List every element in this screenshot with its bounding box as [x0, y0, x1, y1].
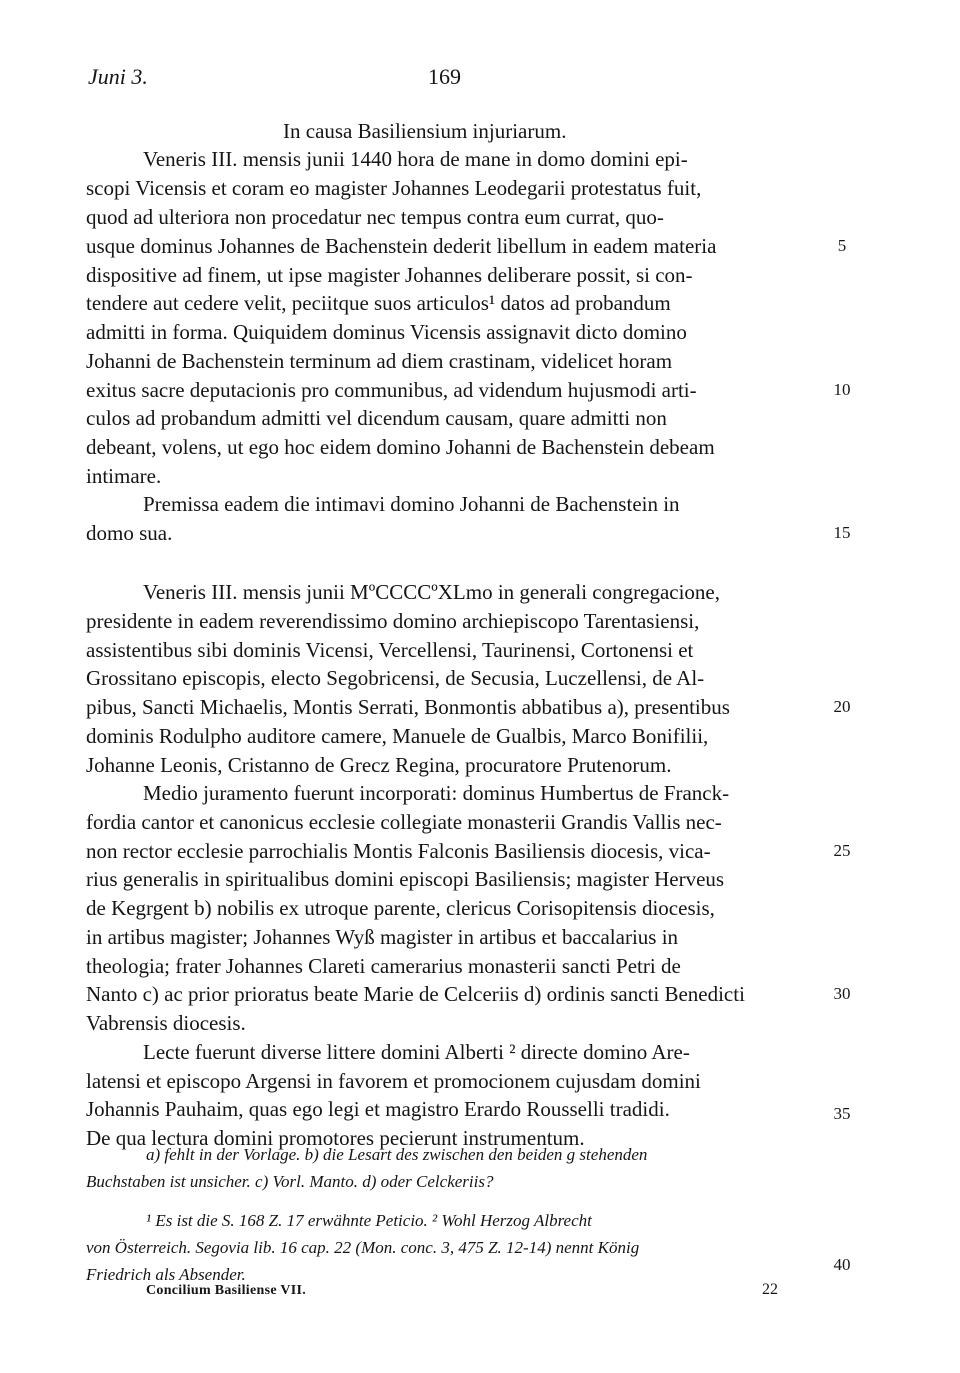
text-line: culos ad probandum admitti vel dicendum causam, quare admitti non — [86, 406, 667, 430]
text-line: dominis Rodulpho auditore camere, Manuele de Gualbis, Marco Bonifilii, — [86, 724, 709, 748]
footnote-number: von Österreich. Segovia lib. 16 cap. 22 (Mon. conc. 3, 475 Z. 12-14) nennt König — [86, 1238, 640, 1257]
section-heading: In causa Basiliensium injuriarum. — [283, 119, 567, 143]
text-line: Medio juramento fuerunt incorporati: dominus Humbertus de Franck- — [143, 781, 730, 805]
text-line: Lecte fuerunt diverse littere domini Alberti ² directe domino Are- — [143, 1040, 690, 1064]
text-line: usque dominus Johannes de Bachenstein dederit libellum in eadem materia — [86, 234, 717, 258]
text-line: De qua lectura domini promotores pecierunt instrumentum. — [86, 1126, 585, 1150]
text-line: Johanni de Bachenstein terminum ad diem crastinam, videlicet horam — [86, 349, 673, 373]
text-line: pibus, Sancti Michaelis, Montis Serrati, Bonmontis abbatibus a), presentibus — [86, 695, 730, 719]
line-number: 10 — [833, 380, 851, 399]
text-line: Johanne Leonis, Cristanno de Grecz Regina, procuratore Prutenorum. — [86, 753, 672, 777]
line-number: 20 — [833, 697, 851, 716]
text-line: dispositive ad finem, ut ipse magister Johannes deliberare possit, si con- — [86, 263, 693, 287]
footnote-letter: Buchstaben ist unsicher. c) Vorl. Manto. d) oder Celckeriis? — [86, 1172, 494, 1191]
text-line: Veneris III. mensis junii 1440 hora de mane in domo domini epi- — [143, 147, 688, 171]
text-line: rius generalis in spiritualibus domini episcopi Basiliensis; magister Herveus — [86, 867, 725, 891]
text-line: latensi et episcopo Argensi in favorem et promocionem cujusdam domini — [86, 1069, 701, 1093]
text-line: admitti in forma. Quiquidem dominus Vicensis assignavit dicto domino — [86, 320, 687, 344]
text-line: fordia cantor et canonicus ecclesie collegiate monasterii Grandis Vallis nec- — [86, 810, 722, 834]
text-line: Veneris III. mensis junii MºCCCCºXLmo in generali congregacione, — [143, 580, 720, 604]
text-line: Premissa eadem die intimavi domino Johanni de Bachenstein in — [143, 492, 680, 516]
text-line: domo sua. — [86, 521, 173, 545]
text-line: debeant, volens, ut ego hoc eidem domino Johanni de Bachenstein debeam — [86, 435, 715, 459]
line-number: 30 — [833, 984, 851, 1003]
text-line: intimare. — [86, 464, 162, 488]
text-line: Johannis Pauhaim, quas ego legi et magistro Erardo Rousselli tradidi. — [86, 1097, 670, 1121]
text-line: Grossitano episcopis, electo Segobricensi, de Secusia, Luczellensi, de Al- — [86, 666, 705, 690]
text-line: presidente in eadem reverendissimo domino archiepiscopo Tarentasiensi, — [86, 609, 700, 633]
signature-line: Concilium Basiliense VII. — [146, 1283, 307, 1298]
footnote-letter: a) fehlt in der Vorlage. b) die Lesart des zwischen den beiden g stehenden — [146, 1145, 648, 1164]
footnote-number: ¹ Es ist die S. 168 Z. 17 erwähnte Peticio. ² Wohl Herzog Albrecht — [146, 1211, 592, 1230]
text-line: quod ad ulteriora non procedatur nec tempus contra eum currat, quo- — [86, 205, 664, 229]
footnote-number: Friedrich als Absender. — [86, 1265, 246, 1284]
text-line: de Kegrgent b) nobilis ex utroque parente, clericus Corisopitensis diocesis, — [86, 896, 715, 920]
text-line: tendere aut cedere velit, peciitque suos articulos¹ datos ad probandum — [86, 291, 671, 315]
text-line: Nanto c) ac prior prioratus beate Marie de Celceriis d) ordinis sancti Benedicti — [86, 982, 745, 1006]
line-number: 15 — [833, 523, 851, 542]
signature-number: 22 — [762, 1281, 778, 1298]
line-number: 40 — [833, 1255, 851, 1274]
line-number: 5 — [837, 236, 847, 255]
line-number: 35 — [833, 1104, 851, 1123]
text-line: exitus sacre deputacionis pro communibus, ad videndum hujusmodi arti- — [86, 378, 697, 402]
text-line: scopi Vicensis et coram eo magister Johannes Leodegarii protestatus fuit, — [86, 176, 702, 200]
line-number: 25 — [833, 841, 851, 860]
text-line: assistentibus sibi dominis Vicensi, Vercellensi, Taurinensi, Cortonensi et — [86, 638, 694, 662]
text-line: in artibus magister; Johannes Wyß magister in artibus et baccalarius in — [86, 925, 679, 949]
text-line: Vabrensis diocesis. — [86, 1011, 246, 1035]
page-number: 169 — [428, 64, 461, 89]
text-line: theologia; frater Johannes Clareti camerarius monasterii sancti Petri de — [86, 954, 681, 978]
text-line: non rector ecclesie parrochialis Montis Falconis Basiliensis diocesis, vica- — [86, 839, 711, 863]
running-head-date: Juni 3. — [88, 64, 148, 89]
